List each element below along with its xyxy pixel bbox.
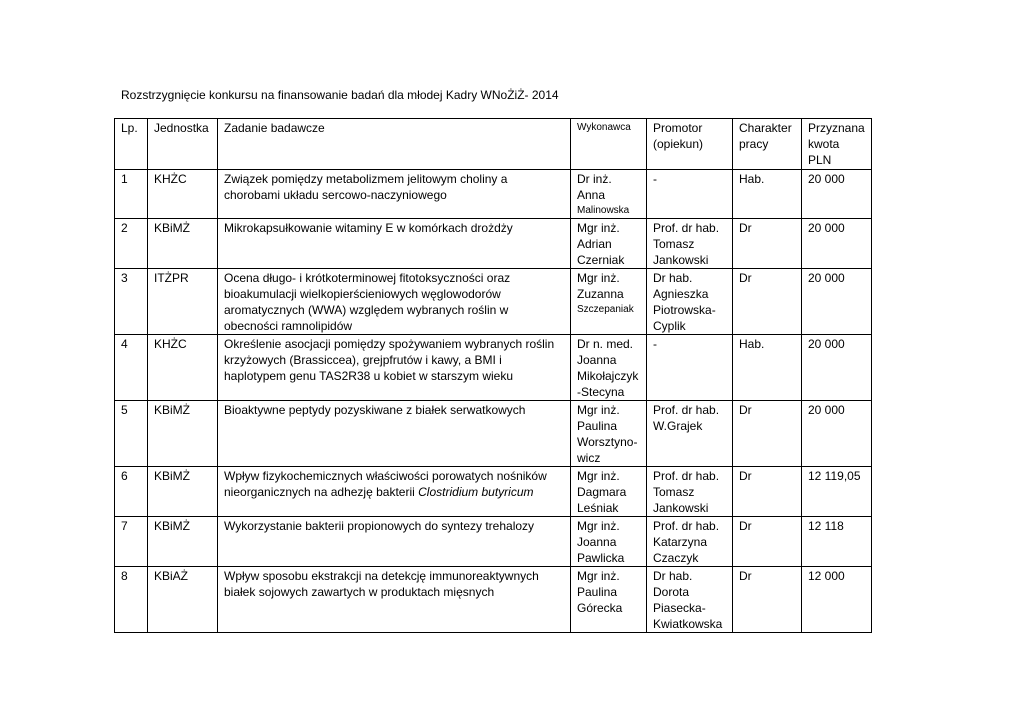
cell-lp: 3 bbox=[115, 269, 148, 335]
col-header-promoter: Promotor (opiekun) bbox=[647, 119, 733, 170]
cell-amount: 20 000 bbox=[802, 269, 872, 335]
cell-task: Bioaktywne peptydy pozyskiwane z białek serwatkowych bbox=[218, 401, 571, 467]
cell-character: Dr bbox=[733, 567, 802, 633]
cell-promoter: Dr hab. Agnieszka Piotrowska- Cyplik bbox=[647, 269, 733, 335]
cell-promoter: Dr hab. Dorota Piasecka- Kwiatkowska bbox=[647, 567, 733, 633]
cell-task: Związek pomiędzy metabolizmem jelitowym choliny a chorobami układu sercowo-naczyniowego bbox=[218, 170, 571, 219]
col-header-task: Zadanie badawcze bbox=[218, 119, 571, 170]
cell-promoter: - bbox=[647, 335, 733, 401]
cell-lp: 1 bbox=[115, 170, 148, 219]
cell-promoter: - bbox=[647, 170, 733, 219]
cell-lp: 4 bbox=[115, 335, 148, 401]
cell-character: Dr bbox=[733, 219, 802, 269]
col-header-lp: Lp. bbox=[115, 119, 148, 170]
cell-character: Hab. bbox=[733, 170, 802, 219]
cell-promoter: Prof. dr hab. Tomasz Jankowski bbox=[647, 219, 733, 269]
col-header-character: Charakter pracy bbox=[733, 119, 802, 170]
cell-task: Wykorzystanie bakterii propionowych do syntezy trehalozy bbox=[218, 517, 571, 567]
cell-executor: Mgr inż. Paulina Worsztyno- wicz bbox=[571, 401, 647, 467]
cell-unit: KBiMŻ bbox=[148, 517, 218, 567]
cell-unit: KBiAŻ bbox=[148, 567, 218, 633]
table-row bbox=[115, 269, 872, 335]
table-row bbox=[115, 170, 872, 219]
cell-lp: 5 bbox=[115, 401, 148, 467]
header-row bbox=[115, 119, 872, 170]
cell-unit: KHŻC bbox=[148, 170, 218, 219]
cell-unit: KHŻC bbox=[148, 335, 218, 401]
cell-promoter: Prof. dr hab. Tomasz Jankowski bbox=[647, 467, 733, 517]
cell-executor: Mgr inż. Paulina Górecka bbox=[571, 567, 647, 633]
cell-task: Mikrokapsułkowanie witaminy E w komórkach drożdży bbox=[218, 219, 571, 269]
cell-character: Hab. bbox=[733, 335, 802, 401]
cell-task: Wpływ fizykochemicznych właściwości porowatych nośników nieorganicznych na adhezję bakterii Clostridium butyricum bbox=[218, 467, 571, 517]
cell-amount: 20 000 bbox=[802, 335, 872, 401]
table-row bbox=[115, 401, 872, 467]
cell-executor: Mgr inż. Zuzanna Szczepaniak bbox=[571, 269, 647, 335]
col-header-executor: Wykonawca bbox=[571, 119, 647, 170]
cell-task: Określenie asocjacji pomiędzy spożywaniem wybranych roślin krzyżowych (Brassiccea), grejpfrutów i kawy, a BMI i haplotypem genu TAS2R38 u kobiet w starszym wieku bbox=[218, 335, 571, 401]
table-row bbox=[115, 517, 872, 567]
table-row bbox=[115, 567, 872, 633]
cell-executor: Mgr inż. Dagmara Leśniak bbox=[571, 467, 647, 517]
cell-unit: KBiMŻ bbox=[148, 219, 218, 269]
cell-amount: 20 000 bbox=[802, 219, 872, 269]
table-row bbox=[115, 467, 872, 517]
cell-executor: Mgr inż. Adrian Czerniak bbox=[571, 219, 647, 269]
cell-amount: 20 000 bbox=[802, 170, 872, 219]
document-title: Rozstrzygnięcie konkursu na finansowanie badań dla młodej Kadry WNoŻiŻ- 2014 bbox=[121, 88, 559, 102]
cell-promoter: Prof. dr hab. Katarzyna Czaczyk bbox=[647, 517, 733, 567]
cell-promoter: Prof. dr hab. W.Grajek bbox=[647, 401, 733, 467]
cell-lp: 6 bbox=[115, 467, 148, 517]
table-row bbox=[115, 335, 872, 401]
cell-character: Dr bbox=[733, 517, 802, 567]
cell-character: Dr bbox=[733, 467, 802, 517]
cell-amount: 20 000 bbox=[802, 401, 872, 467]
cell-unit: KBiMŻ bbox=[148, 401, 218, 467]
cell-executor: Dr n. med. Joanna Mikołajczyk -Stecyna bbox=[571, 335, 647, 401]
cell-unit: KBiMŻ bbox=[148, 467, 218, 517]
cell-character: Dr bbox=[733, 269, 802, 335]
table-row bbox=[115, 219, 872, 269]
cell-amount: 12 119,05 bbox=[802, 467, 872, 517]
cell-amount: 12 000 bbox=[802, 567, 872, 633]
cell-lp: 2 bbox=[115, 219, 148, 269]
cell-executor: Dr inż. Anna Malinowska bbox=[571, 170, 647, 219]
cell-unit: ITŻPR bbox=[148, 269, 218, 335]
cell-character: Dr bbox=[733, 401, 802, 467]
cell-task: Wpływ sposobu ekstrakcji na detekcję immunoreaktywnych białek sojowych zawartych w produktach mięsnych bbox=[218, 567, 571, 633]
col-header-unit: Jednostka bbox=[148, 119, 218, 170]
cell-task: Ocena długo- i krótkoterminowej fitotoksyczności oraz bioakumulacji wielkopierścieniowych węglowodorów aromatycznych (WWA) względem wybranych roślin w obecności ramnolipidów bbox=[218, 269, 571, 335]
species-name: Clostridium butyricum bbox=[418, 485, 534, 499]
cell-amount: 12 118 bbox=[802, 517, 872, 567]
results-table bbox=[114, 118, 872, 633]
cell-lp: 7 bbox=[115, 517, 148, 567]
col-header-amount: Przyznana kwota PLN bbox=[802, 119, 872, 170]
cell-lp: 8 bbox=[115, 567, 148, 633]
cell-executor: Mgr inż. Joanna Pawlicka bbox=[571, 517, 647, 567]
